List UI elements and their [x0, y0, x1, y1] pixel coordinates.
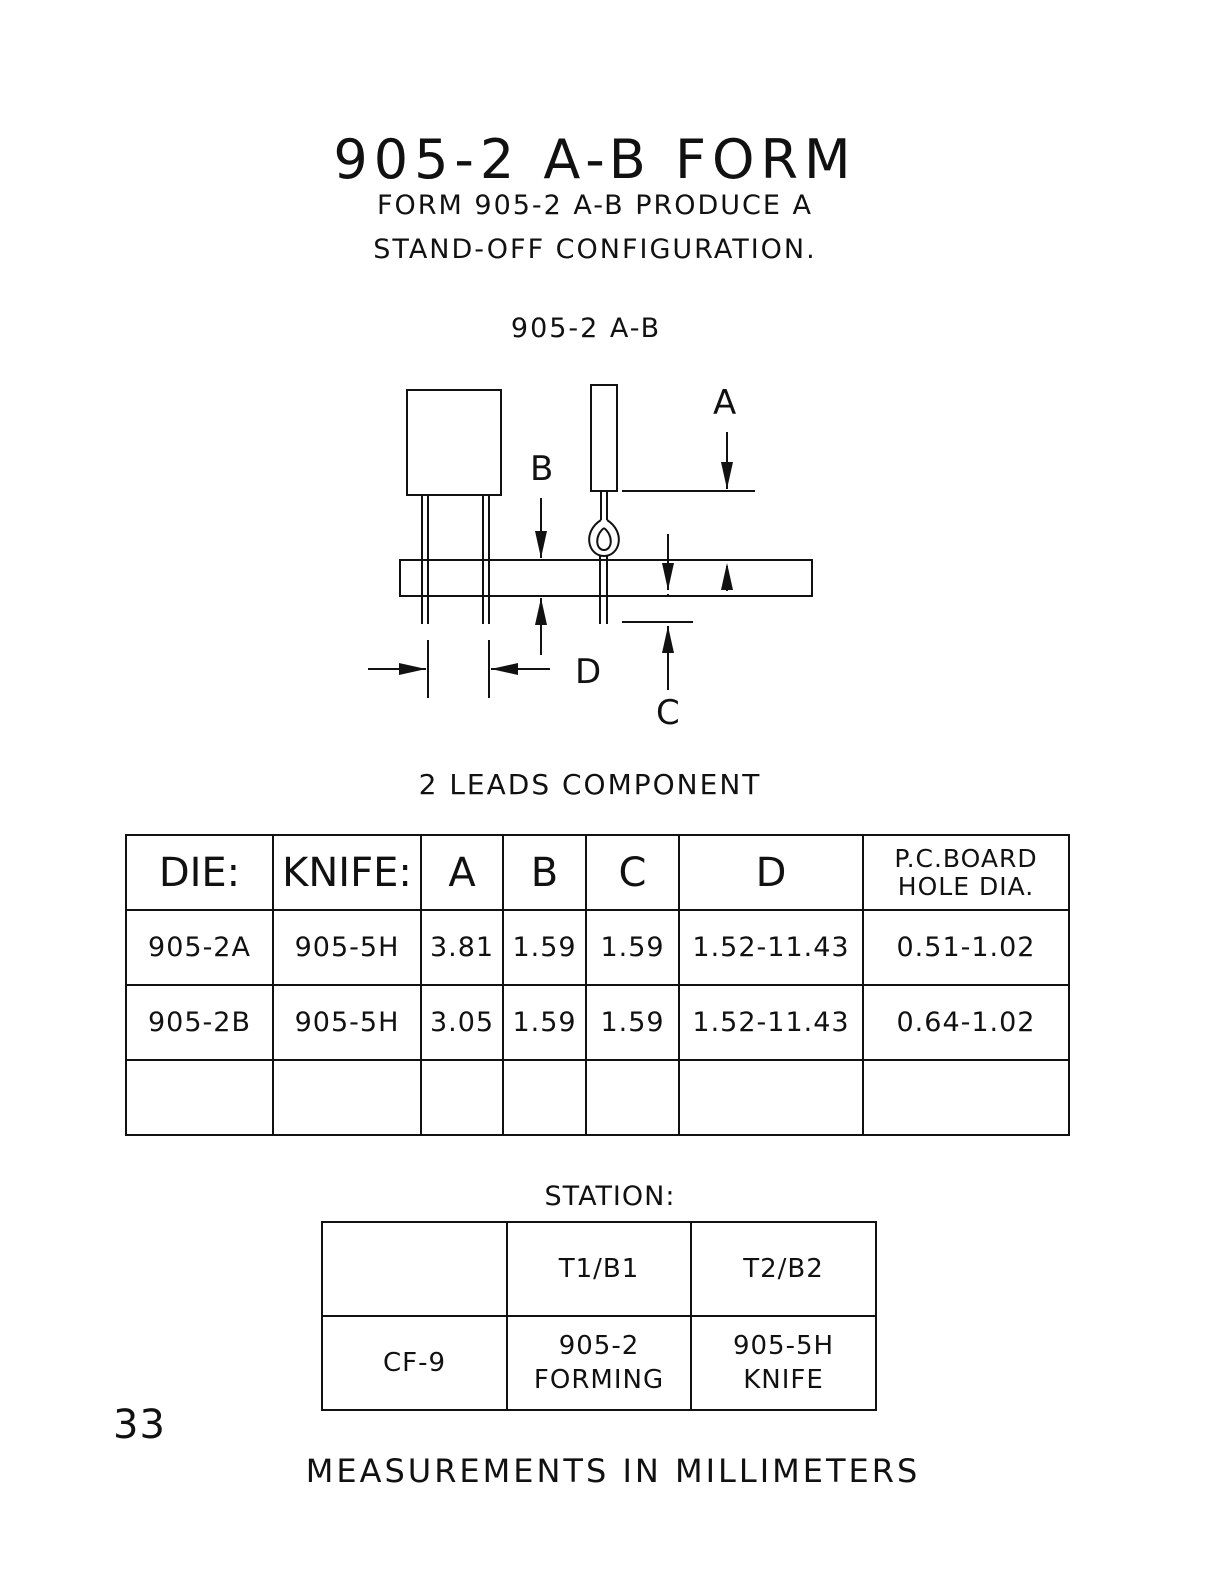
header-pcb-line1: P.C.BOARD [894, 843, 1038, 873]
dim-a-arrow-down [721, 462, 733, 489]
component-body-left [407, 390, 501, 495]
cell-d: 1.52-11.43 [679, 910, 863, 985]
cell-b: 1.59 [503, 910, 586, 985]
cell-knife [273, 1060, 421, 1135]
cell-die: 905-2B [126, 985, 273, 1060]
dim-c-label: C [656, 693, 680, 733]
header-pcb-line2: HOLE DIA. [897, 871, 1035, 901]
station-label: STATION: [544, 1181, 676, 1212]
dim-c-arrow-up [662, 626, 674, 653]
station-header-empty [322, 1222, 507, 1316]
measurement-note: MEASUREMENTS IN MILLIMETERS [305, 1452, 921, 1490]
header-pcb-hole-dia [863, 835, 1069, 910]
station-t1b1-cell [507, 1316, 691, 1410]
cell-die [126, 1060, 273, 1135]
page-title: 905-2 A-B FORM [333, 128, 857, 191]
station-t2b2-cell [691, 1316, 876, 1410]
cell-pcb-hole-dia: 0.51-1.02 [863, 910, 1069, 985]
station-t2-line1: 905-5H [732, 1331, 835, 1361]
station-header-row [322, 1222, 876, 1316]
dim-d-label: D [575, 652, 602, 692]
station-header-t1b1: T1/B1 [507, 1222, 691, 1316]
cell-c: 1.59 [586, 985, 679, 1060]
dim-c-arrow-down [662, 563, 674, 590]
cell-c [586, 1060, 679, 1135]
dim-d-arrow-right [399, 663, 426, 675]
header-knife: KNIFE: [273, 835, 421, 910]
diagram-caption: 2 LEADS COMPONENT [418, 768, 762, 801]
description-line-1: FORM 905-2 A-B PRODUCE A [376, 190, 814, 221]
cell-d [679, 1060, 863, 1135]
station-table [321, 1221, 877, 1411]
header-c: C [586, 835, 679, 910]
dim-b-label: B [530, 449, 554, 489]
cell-knife: 905-5H [273, 985, 421, 1060]
dim-a-label: A [713, 383, 737, 423]
cell-d: 1.52-11.43 [679, 985, 863, 1060]
form-diagram [0, 0, 1220, 760]
header-b: B [503, 835, 586, 910]
station-row [322, 1316, 876, 1410]
table-header-row [126, 835, 1069, 910]
station-t2-line2: KNIFE [743, 1365, 824, 1395]
header-a: A [421, 835, 503, 910]
page-number: 33 [113, 1402, 166, 1448]
station-t1-line1: 905-2 [558, 1331, 640, 1361]
cell-b [503, 1060, 586, 1135]
table-row [126, 910, 1069, 985]
cell-die: 905-2A [126, 910, 273, 985]
cell-pcb-hole-dia [863, 1060, 1069, 1135]
cell-a: 3.05 [421, 985, 503, 1060]
dim-a-arrow-up [721, 563, 733, 590]
header-d: D [679, 835, 863, 910]
cell-knife: 905-5H [273, 910, 421, 985]
cell-c: 1.59 [586, 910, 679, 985]
table-row [126, 985, 1069, 1060]
station-machine: CF-9 [322, 1316, 507, 1410]
station-header-t2b2: T2/B2 [691, 1222, 876, 1316]
header-die: DIE: [126, 835, 273, 910]
description-line-2: STAND-OFF CONFIGURATION. [373, 234, 817, 265]
diagram-label: 905-2 A-B [510, 313, 662, 344]
dim-d-arrow-left [491, 663, 518, 675]
cell-a: 3.81 [421, 910, 503, 985]
component-body-right [591, 385, 617, 491]
dim-b-arrow-up [535, 598, 547, 625]
cell-a [421, 1060, 503, 1135]
specification-table [125, 834, 1070, 1136]
cell-pcb-hole-dia: 0.64-1.02 [863, 985, 1069, 1060]
station-t1-line2: FORMING [533, 1365, 665, 1395]
cell-b: 1.59 [503, 985, 586, 1060]
dim-b-arrow-down [535, 531, 547, 558]
table-row-empty [126, 1060, 1069, 1135]
